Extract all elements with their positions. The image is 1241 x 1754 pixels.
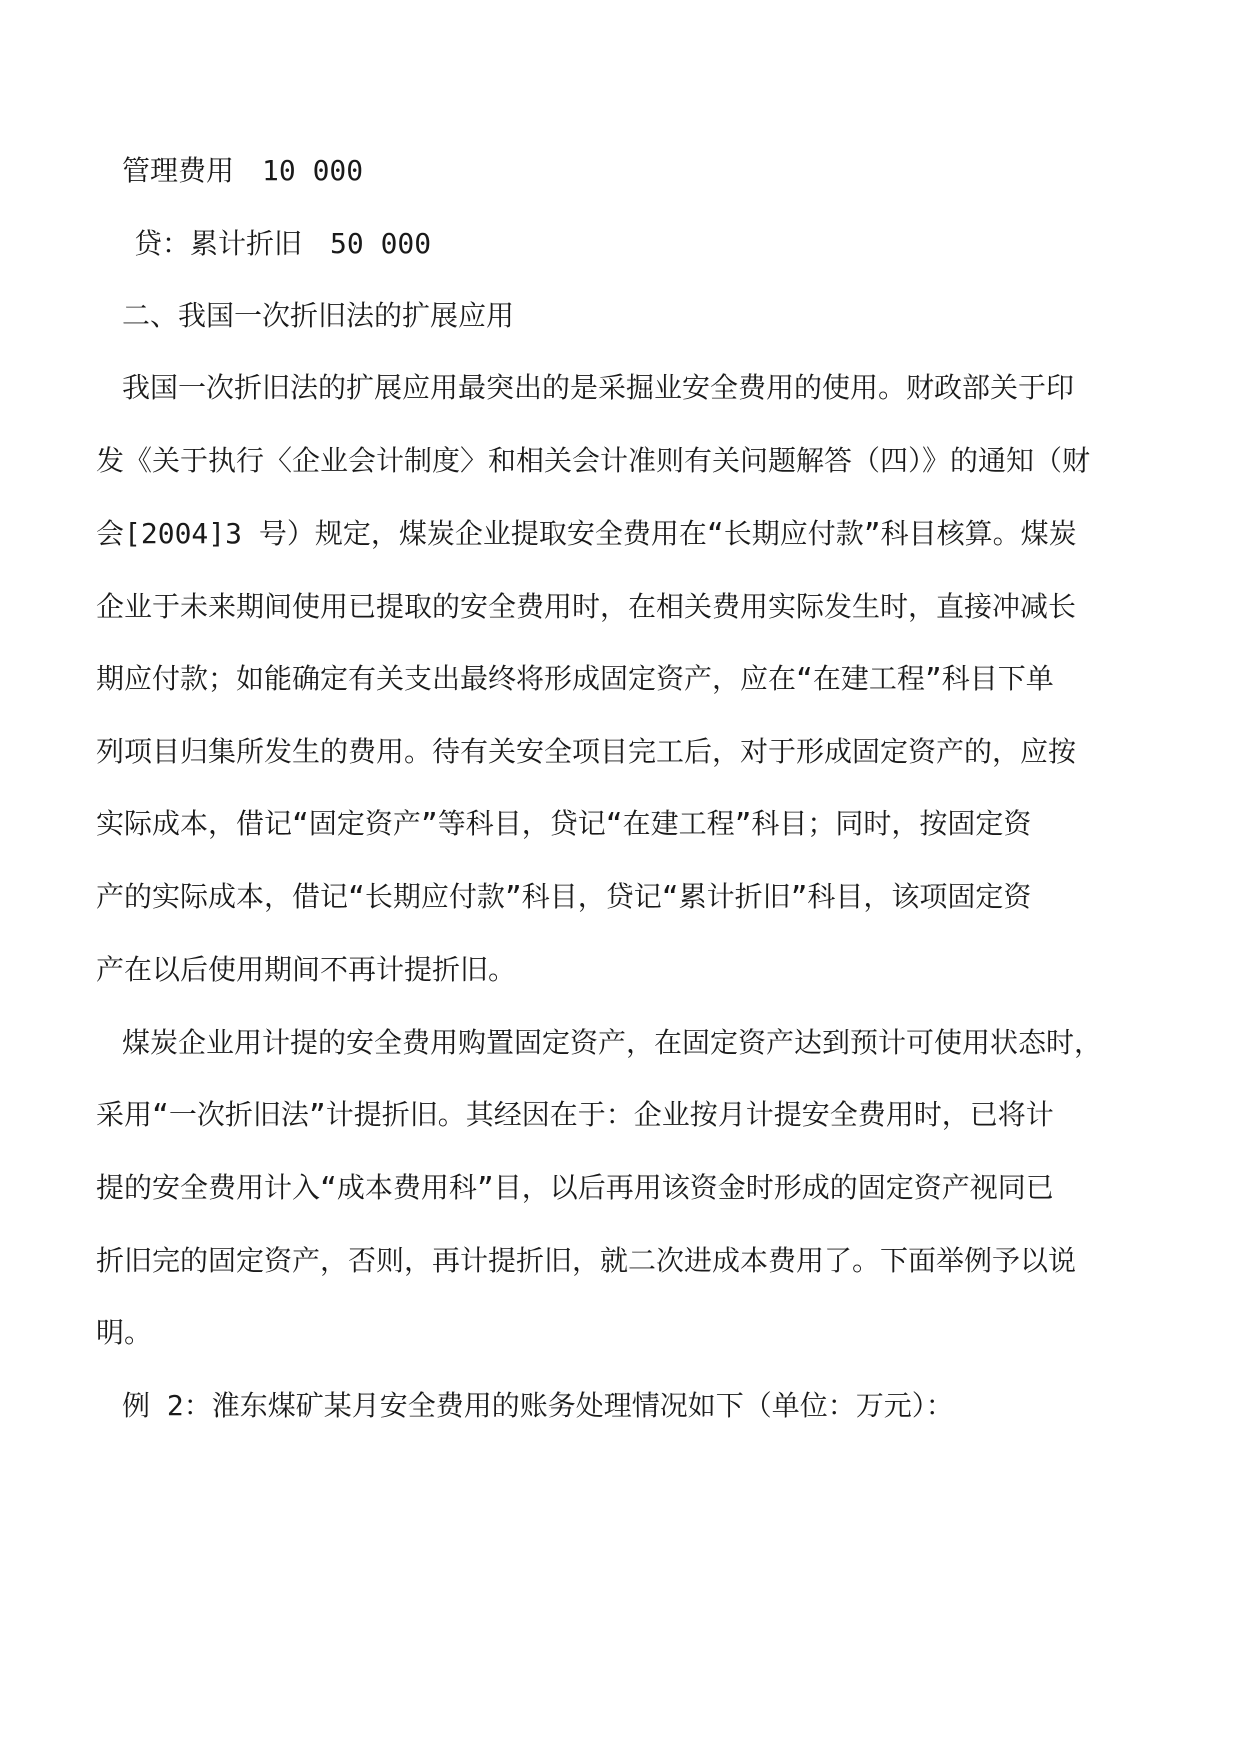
paragraph-1-line-5: 期应付款；如能确定有关支出最终将形成固定资产，应在“在建工程”科目下单: [96, 662, 1054, 695]
journal-credit-line: 贷：累计折旧 50 000: [134, 227, 432, 260]
paragraph-1-line-4: 企业于未来期间使用已提取的安全费用时，在相关费用实际发生时，直接冲减长: [96, 590, 1077, 623]
paragraph-1-line-7: 实际成本，借记“固定资产”等科目，贷记“在建工程”科目；同时，按固定资: [96, 807, 1032, 840]
paragraph-2-line-1: 煤炭企业用计提的安全费用购置固定资产，在固定资产达到预计可使用状态时，: [122, 1026, 1103, 1059]
paragraph-1-line-3: 会[2004]3 号）规定，煤炭企业提取安全费用在“长期应付款”科目核算。煤炭: [96, 517, 1077, 550]
journal-debit-line: 管理费用 10 000: [122, 154, 364, 187]
section-heading: 二、我国一次折旧法的扩展应用: [122, 299, 515, 332]
paragraph-2-line-5: 明。: [96, 1316, 153, 1349]
paragraph-1-line-8: 产的实际成本，借记“长期应付款”科目，贷记“累计折旧”科目，该项固定资: [96, 880, 1032, 913]
paragraph-2-line-4: 折旧完的固定资产，否则，再计提折旧，就二次进成本费用了。下面举例予以说: [96, 1244, 1077, 1277]
paragraph-1-line-2: 发《关于执行〈企业会计制度〉和相关会计准则有关问题解答（四）》的通知（财: [96, 444, 1091, 477]
paragraph-2-line-3: 提的安全费用计入“成本费用科”目，以后再用该资金时形成的固定资产视同已: [96, 1171, 1054, 1204]
paragraph-1-line-1: 我国一次折旧法的扩展应用最突出的是采掘业安全费用的使用。财政部关于印: [122, 371, 1075, 404]
example-line: 例 2：淮东煤矿某月安全费用的账务处理情况如下（单位：万元）：: [122, 1389, 954, 1422]
paragraph-2-line-2: 采用“一次折旧法”计提折旧。其经因在于：企业按月计提安全费用时，已将计: [96, 1098, 1054, 1131]
paragraph-1-line-9: 产在以后使用期间不再计提折旧。: [96, 953, 517, 986]
paragraph-1-line-6: 列项目归集所发生的费用。待有关安全项目完工后，对于形成固定资产的，应按: [96, 735, 1077, 768]
